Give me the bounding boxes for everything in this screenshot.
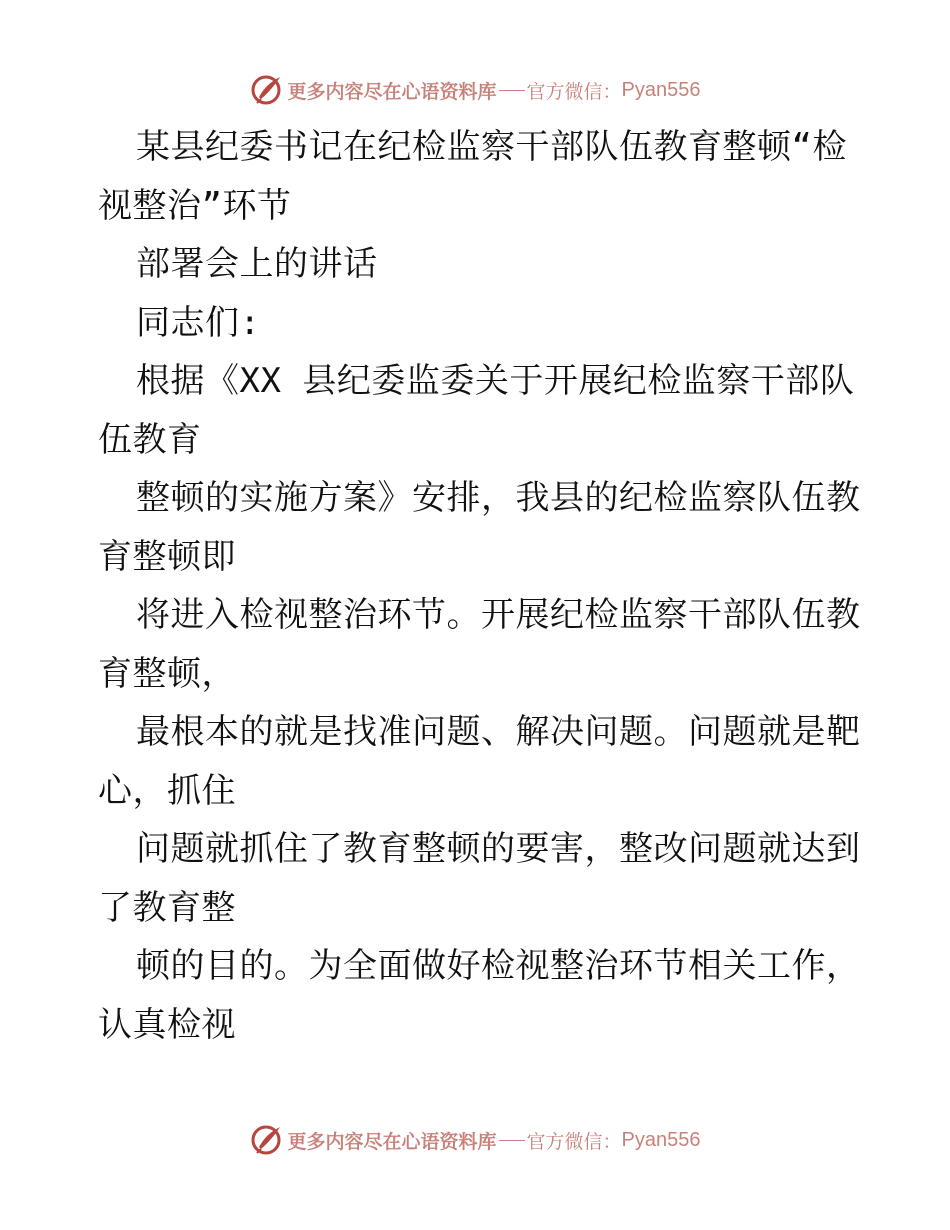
paragraph-line: 伍教育 <box>98 419 202 460</box>
banner-site-text: 更多内容尽在心语资料库 <box>287 80 497 103</box>
banner-wechat-label: 官方微信： <box>526 1130 622 1153</box>
paragraph-line: 了教育整 <box>98 887 236 928</box>
paragraph-line: 问题就抓住了教育整顿的要害，整改问题就达到 <box>136 829 861 869</box>
banner-wechat-label: 官方微信： <box>526 80 622 103</box>
title-line: 视整治”环节 <box>98 185 292 226</box>
paragraph-line: 整顿的实施方案》安排，我县的纪检监察队伍教 <box>136 478 861 518</box>
title-line: 部署会上的讲话 <box>136 244 378 284</box>
paragraph-line: 最根本的就是找准问题、解决问题。问题就是靶 <box>136 712 861 752</box>
paragraph-line: 认真检视 <box>98 1004 236 1045</box>
banner-wechat-id: Pyan556 <box>621 78 701 101</box>
paragraph-line: 育整顿即 <box>98 536 236 577</box>
title-line: 某县纪委书记在纪检监察干部队伍教育整顿“检 <box>136 127 847 167</box>
banner-site-text: 更多内容尽在心语资料库 <box>287 1130 497 1153</box>
paragraph-line: 心，抓住 <box>98 770 236 811</box>
paragraph-line: 育整顿， <box>98 653 236 694</box>
paragraph-line: 顿的目的。为全面做好检视整治环节相关工作， <box>136 946 861 986</box>
banner-wechat-id: Pyan556 <box>621 1128 701 1151</box>
banner-dash <box>499 1140 525 1141</box>
footer-watermark-banner <box>0 1120 950 1160</box>
paragraph-line: 根据《XX 县纪委监委关于开展纪检监察干部队 <box>136 361 855 401</box>
quill-logo-icon <box>250 1123 284 1157</box>
header-watermark-banner <box>0 70 950 110</box>
banner-dash <box>499 90 525 91</box>
quill-logo-icon <box>250 73 284 107</box>
paragraph-line: 将进入检视整治环节。开展纪检监察干部队伍教 <box>136 595 861 635</box>
document-body <box>98 118 861 1054</box>
salutation-line: 同志们: <box>136 302 261 343</box>
